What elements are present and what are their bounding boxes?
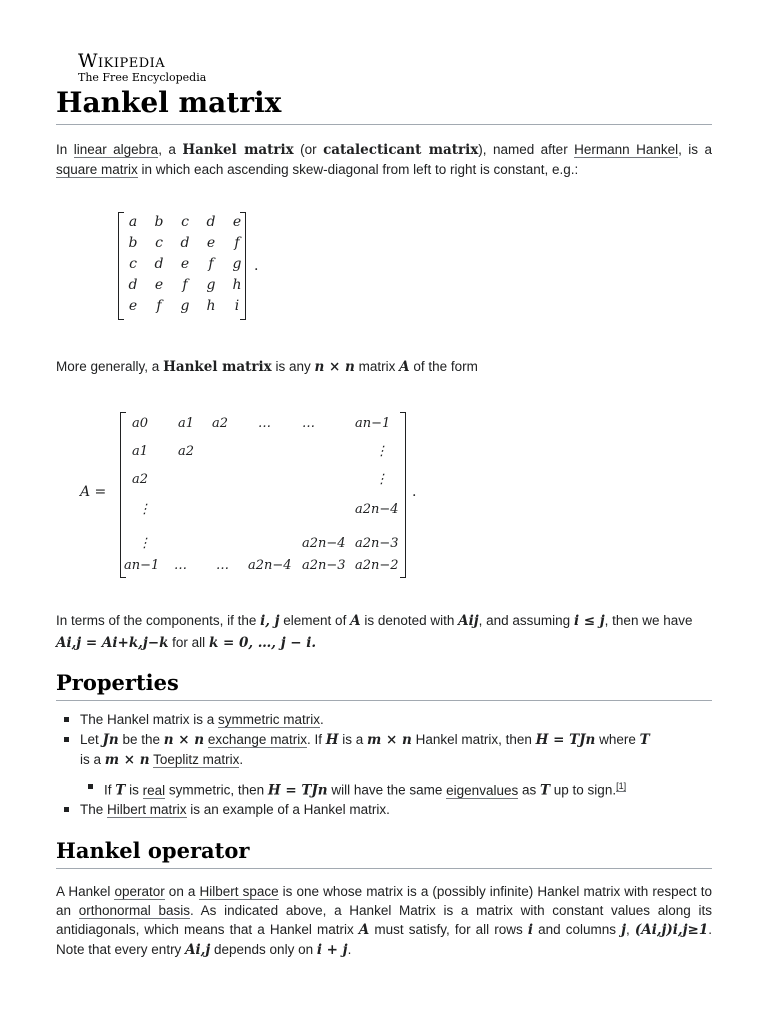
example-matrix	[118, 212, 268, 322]
matrix-cell: a1	[178, 416, 195, 431]
matrix-cell: a2n−4	[248, 558, 292, 573]
matrix-cell: a2	[212, 416, 229, 431]
matrix-cell: d	[206, 214, 216, 230]
matrix-cell: ⋮	[375, 444, 388, 459]
matrix-cell: b	[154, 214, 164, 230]
matrix-cell: c	[129, 256, 137, 272]
link-hilbert-space[interactable]: Hilbert space	[199, 884, 279, 899]
matrix-cell: a2	[178, 444, 195, 459]
matrix-cell: ⋮	[375, 472, 388, 487]
matrix-cell: b	[128, 235, 138, 251]
matrix-cell: a1	[132, 444, 149, 459]
matrix-cell: c	[181, 214, 189, 230]
matrix-cell: ⋮	[138, 502, 151, 517]
right-bracket	[400, 412, 406, 578]
matrix-cell: f	[156, 298, 162, 314]
link-hilbert-matrix[interactable]: Hilbert matrix	[107, 802, 187, 817]
logo-wordmark: Wikipedia	[78, 50, 166, 72]
matrix-cell: a2n−3	[355, 536, 399, 551]
link-exchange-matrix[interactable]: exchange matrix	[207, 732, 307, 747]
matrix-cell: …	[216, 558, 229, 573]
matrix-cell: f	[208, 256, 214, 272]
matrix-cell: e	[128, 298, 138, 314]
wikipedia-logo[interactable]	[78, 50, 206, 84]
matrix-cell: f	[182, 277, 188, 293]
matrix-cell: a	[128, 214, 138, 230]
matrix-cell: i	[234, 298, 240, 314]
matrix-period: .	[254, 258, 259, 274]
link-toeplitz-matrix[interactable]: Toeplitz matrix	[153, 752, 240, 767]
list-item: The Hilbert matrix is an example of a Hankel matrix.	[80, 802, 390, 817]
link-eigenvalues[interactable]: eigenvalues	[446, 782, 519, 798]
matrix-cell: ⋮	[138, 536, 151, 551]
matrix-cell: …	[302, 416, 315, 431]
intro-paragraph: In linear algebra, a Hankel matrix (or catalecticant matrix), named after Hermann Hankel, is a square matrix in which each ascending skew-diagonal from left to right is constant, e.g.:	[56, 142, 713, 177]
matrix-cell: a2n−4	[302, 536, 346, 551]
matrix-cell: g	[180, 298, 190, 314]
matrix-cell: c	[155, 235, 163, 251]
list-item: If T is real symmetric, then H = TJn will have the same eigenvalues as T up to sign.[1]	[104, 777, 712, 801]
link-operator[interactable]: operator	[114, 884, 165, 899]
left-bracket	[120, 412, 126, 578]
link-hermann-hankel[interactable]: Hermann Hankel	[574, 142, 679, 157]
matrix-cell: e	[232, 214, 242, 230]
section-heading-hankel-operator: Hankel operator	[56, 838, 712, 869]
matrix-cell: …	[174, 558, 187, 573]
matrix-cell: a2	[132, 472, 149, 487]
matrix-cell: e	[154, 277, 164, 293]
left-bracket	[118, 212, 124, 320]
matrix-cell: d	[154, 256, 164, 272]
matrix-cell: d	[180, 235, 190, 251]
link-orthonormal-basis[interactable]: orthonormal basis	[78, 903, 190, 918]
matrix-cell: h	[206, 298, 216, 314]
matrix-cell: …	[258, 416, 271, 431]
matrix-cell: an−1	[355, 416, 391, 431]
general-paragraph: More generally, a Hankel matrix is any n × n matrix A of the form	[56, 359, 478, 375]
link-symmetric-matrix[interactable]: symmetric matrix	[218, 712, 321, 727]
matrix-cell: a2n−3	[302, 558, 346, 573]
list-item: The Hankel matrix is a symmetric matrix.	[80, 712, 324, 727]
matrix-cell: h	[232, 277, 242, 293]
operator-paragraph: A Hankel operator on a Hilbert space is one whose matrix is a (possibly infinite) Hankel matrix with respect to an orthonormal basis. As indicated above, a Hankel Matrix is a matrix with constant values along its antidiagonals, which means that a Hankel matrix A must satisfy, for all rows i and columns j, (Ai,j)i,j≥1. Note that every entry Ai,j depends only on i + j.	[56, 884, 712, 958]
matrix-cell: e	[180, 256, 190, 272]
logo-tagline: The Free Encyclopedia	[78, 71, 207, 84]
right-bracket	[240, 212, 246, 320]
matrix-cell: e	[206, 235, 216, 251]
matrix-cell: a2n−2	[355, 558, 399, 573]
matrix-cell: a2n−4	[355, 502, 399, 517]
general-hankel-matrix	[80, 412, 440, 580]
link-real[interactable]: real	[142, 782, 166, 798]
matrix-cell: d	[128, 277, 138, 293]
section-heading-properties: Properties	[56, 670, 712, 701]
matrix-cell: f	[234, 235, 240, 251]
link-linear-algebra[interactable]: linear algebra	[73, 142, 159, 157]
matrix-lhs: A =	[80, 484, 107, 500]
page-title: Hankel matrix	[56, 86, 712, 125]
reference-link[interactable]: [1]	[616, 781, 627, 791]
matrix-cell: g	[206, 277, 216, 293]
matrix-period: .	[412, 484, 417, 500]
matrix-cell: an−1	[124, 558, 160, 573]
components-paragraph: In terms of the components, if the i, j element of A is denoted with Aij, and assuming i ≤ j, then we have Ai,j = Ai+k,j−k for all k = 0, …, j − i.	[56, 613, 693, 651]
matrix-cell: g	[232, 256, 242, 272]
list-item: Let Jn be the n × n exchange matrix. If H is a m × n Hankel matrix, then H = TJn where T is a m × n Toeplitz matrix.	[80, 730, 712, 770]
matrix-cell: a0	[132, 416, 149, 431]
link-square-matrix[interactable]: square matrix	[56, 162, 138, 177]
